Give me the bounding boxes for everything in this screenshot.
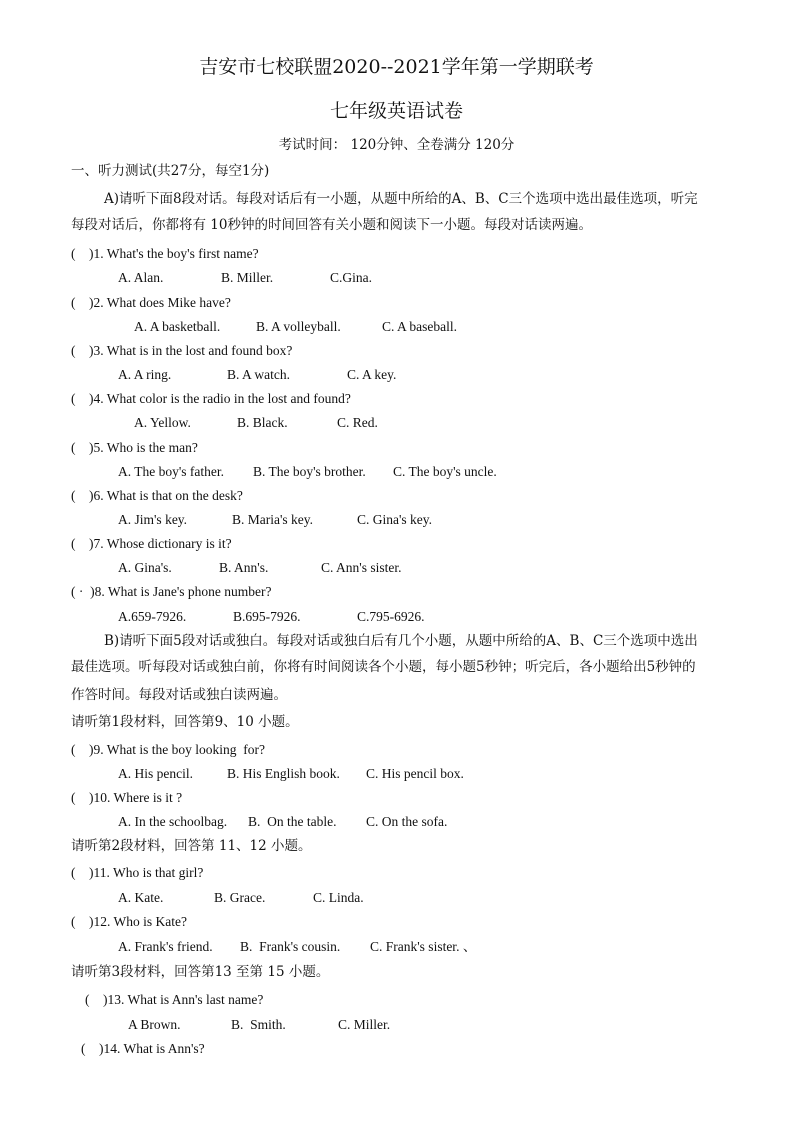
q1-option-c: C.Gina. [330, 270, 372, 285]
q4-option-a: A. Yellow. [134, 415, 191, 430]
q9-option-a: A. His pencil. [118, 766, 193, 781]
q8-option-a: A.659-7926. [118, 609, 187, 624]
q13-option-a: A Brown. [128, 1017, 181, 1032]
q13-option-c: C. Miller. [338, 1017, 391, 1032]
q2-option-a: A. A basketball. [134, 319, 221, 334]
q3-option-a: A. A ring. [118, 367, 172, 382]
q7-option-c: C. Ann's sister. [321, 560, 402, 575]
q6-option-c: C. Gina's key. [357, 512, 433, 527]
part-b-instructions-2: 最佳选项。听每段对话或独白前，你将有时间阅读各个小题，每小题5秒钟；听完后，各小题给出5秒钟的 [71, 659, 696, 675]
q7-option-b: B. Ann's. [219, 560, 269, 575]
question-9: ( )9. What is the boy looking for? [71, 742, 265, 757]
question-4: ( )4. What color is the radio in the lost and found? [71, 391, 351, 406]
question-7: ( )7. Whose dictionary is it? [71, 536, 232, 551]
q1-option-a: A. Alan. [118, 270, 164, 285]
question-14: ( )14. What is Ann's? [81, 1041, 205, 1056]
q12-option-b: B. Frank's cousin. [240, 939, 341, 954]
q1-option-b: B. Miller. [221, 270, 274, 285]
question-2: ( )2. What does Mike have? [71, 295, 231, 310]
q6-option-b: B. Maria's key. [232, 512, 314, 527]
q4-option-b: B. Black. [237, 415, 288, 430]
question-3: ( )3. What is in the lost and found box? [71, 343, 293, 358]
q2-option-c: C. A baseball. [382, 319, 457, 334]
material-3-heading: 请听第3段材料，回答第13 至第 15 小题。 [71, 964, 330, 980]
question-10: ( )10. Where is it ? [71, 790, 183, 805]
section-heading: 一、听力测试(共27分，每空1分) [71, 163, 270, 179]
question-11: ( )11. Who is that girl? [71, 865, 204, 880]
part-b-instructions-3: 作答时间。每段对话或独白读两遍。 [71, 687, 287, 703]
q3-option-c: C. A key. [347, 367, 397, 382]
exam-info: 考试时间： 120分钟、全卷满分 120分 [278, 137, 515, 153]
q7-option-a: A. Gina's. [118, 560, 172, 575]
q9-option-c: C. His pencil box. [366, 766, 464, 781]
question-6: ( )6. What is that on the desk? [71, 488, 243, 503]
question-13: ( )13. What is Ann's last name? [85, 992, 264, 1007]
q9-option-b: B. His English book. [227, 766, 340, 781]
q11-option-c: C. Linda. [313, 890, 364, 905]
q5-option-b: B. The boy's brother. [253, 464, 366, 479]
q10-option-c: C. On the sofa. [366, 814, 448, 829]
q10-option-a: A. In the schoolbag. [118, 814, 228, 829]
q12-option-a: A. Frank's friend. [118, 939, 213, 954]
q3-option-b: B. A watch. [227, 367, 290, 382]
question-5: ( )5. Who is the man? [71, 440, 198, 455]
q2-option-b: B. A volleyball. [256, 319, 341, 334]
q10-option-b: B. On the table. [248, 814, 337, 829]
material-2-heading: 请听第2段材料，回答第 11、12 小题。 [71, 838, 312, 854]
q8-option-c: C.795-6926. [357, 609, 425, 624]
q4-option-c: C. Red. [337, 415, 378, 430]
exam-title: 吉安市七校联盟2020--2021学年第一学期联考 [199, 56, 594, 78]
q11-option-b: B. Grace. [214, 890, 266, 905]
q11-option-a: A. Kate. [118, 890, 164, 905]
part-a-instructions-2: 每段对话后，你都将有 10秒钟的时间回答有关小题和阅读下一小题。每段对话读两遍。 [71, 217, 592, 233]
q8-option-b: B.695-7926. [233, 609, 301, 624]
question-8: ( · )8. What is Jane's phone number? [71, 584, 272, 599]
part-b-instructions-1: B)请听下面5段对话或独白。每段对话或独白后有几个小题，从题中所给的A、B、C三个选项中选出 [104, 633, 698, 649]
question-12: ( )12. Who is Kate? [71, 914, 187, 929]
part-a-instructions-1: A)请听下面8段对话。每段对话后有一小题，从题中所给的A、B、C三个选项中选出最佳选项，听完 [104, 191, 698, 207]
exam-subtitle: 七年级英语试卷 [329, 100, 463, 122]
q12-option-c: C. Frank's sister. 、 [370, 939, 477, 954]
q6-option-a: A. Jim's key. [118, 512, 188, 527]
question-1: ( )1. What's the boy's first name? [71, 246, 259, 261]
q5-option-a: A. The boy's father. [118, 464, 225, 479]
q13-option-b: B. Smith. [231, 1017, 286, 1032]
q5-option-c: C. The boy's uncle. [393, 464, 497, 479]
material-1-heading: 请听第1段材料，回答第9、10 小题。 [71, 714, 299, 730]
